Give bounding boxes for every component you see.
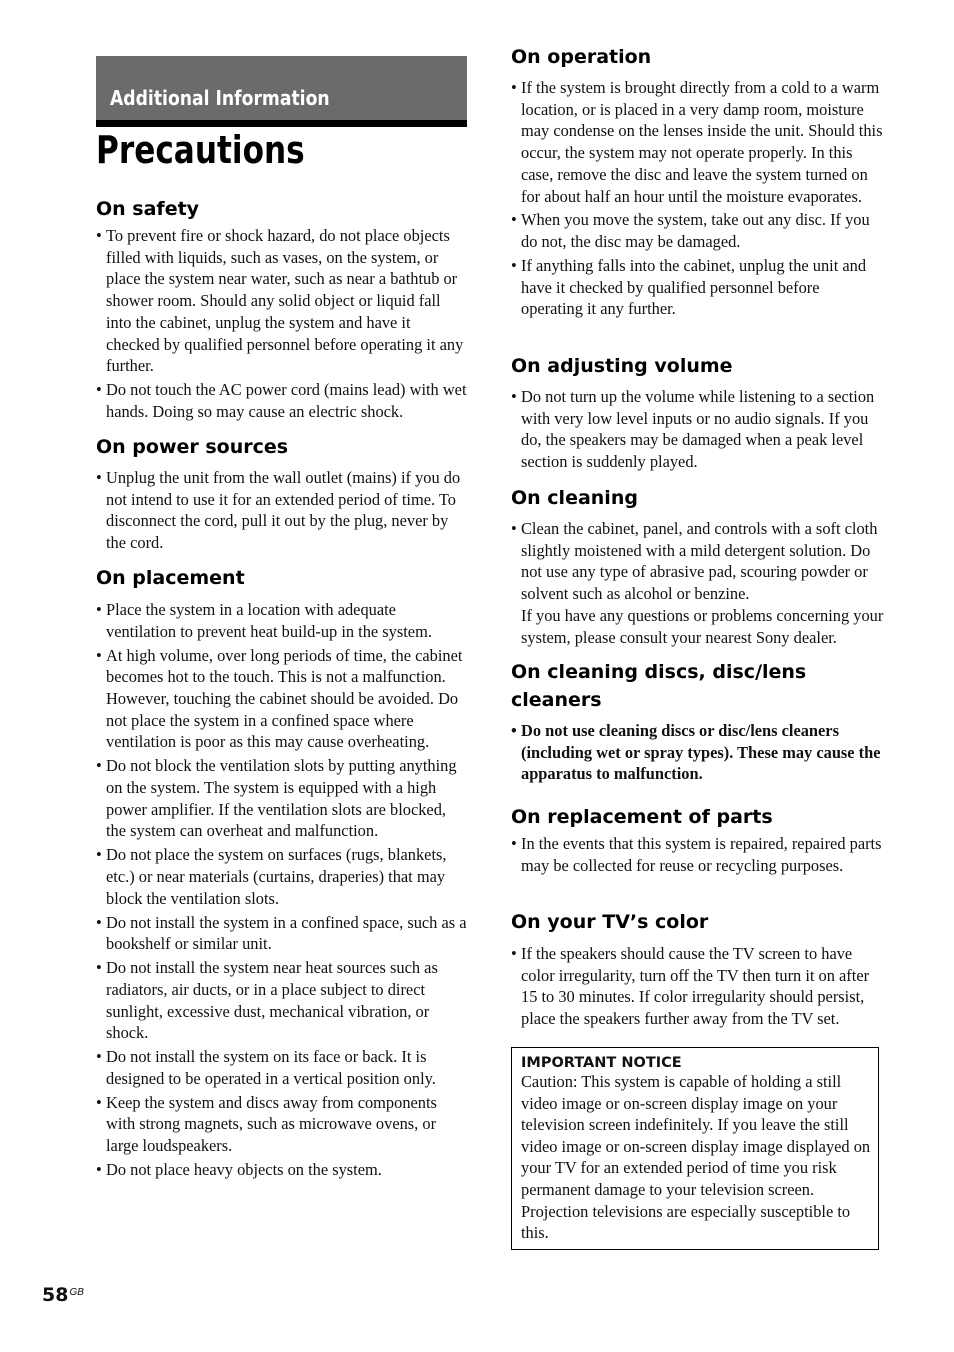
heading-on-adjusting-volume: On adjusting volume: [511, 355, 733, 377]
list-item: • If the system is brought directly from a cold to a warm location, or is placed in a very damp room, moisture may condense on the lenses inside the unit. Should this occur, the system may not operate properly. In this case, remove the disc and leave the system turned on for about half an hour until the moisture evaporates.: [511, 77, 883, 207]
list-item: • To prevent fire or shock hazard, do not place objects filled with liquids, such as vases, on the system, or place the system near water, such as near a bathtub or shower room. Should any solid object or liquid fall into the cabinet, unplug the system and have it checked by qualified personnel before operating it any further.: [96, 225, 468, 377]
list-item: • Do not turn up the volume while listening to a section with very low level inputs or no audio signals. If you do, the speakers may be damaged when a peak level section is suddenly played.: [511, 386, 883, 473]
list-item: • Do not install the system in a confined space, such as a bookshelf or similar unit.: [96, 912, 468, 955]
section-header-tab: [96, 56, 467, 127]
heading-line: On cleaning discs, disc/lens: [511, 661, 807, 683]
list-item: • Do not place the system on surfaces (rugs, blankets, etc.) or near materials (curtains, draperies) that may block the ventilation slots.: [96, 844, 468, 909]
heading-on-power-sources: On power sources: [96, 436, 289, 458]
list-item: • Do not place heavy objects on the system.: [96, 1159, 468, 1181]
notice-title: IMPORTANT NOTICE: [521, 1055, 682, 1071]
list-item: [511, 518, 885, 648]
list-item: • Keep the system and discs away from components with strong magnets, such as microwave ovens, or large loudspeakers.: [96, 1092, 468, 1157]
heading-on-safety: On safety: [96, 198, 200, 220]
heading-on-cleaning-discs: [511, 658, 806, 714]
list-on-cleaning-discs: [511, 720, 883, 787]
list-item: • If anything falls into the cabinet, unplug the unit and have it checked by qualified personnel before operating it any further.: [511, 255, 883, 320]
list-on-placement: [96, 599, 468, 1183]
heading-on-placement: On placement: [96, 567, 245, 589]
page-number-value: 58: [42, 1284, 69, 1306]
list-item: • In the events that this system is repaired, repaired parts may be collected for reuse or recycling purposes.: [511, 833, 883, 876]
heading-line: cleaners: [511, 689, 602, 711]
page-number: [42, 1284, 84, 1306]
list-on-power-sources: [96, 467, 468, 556]
section-label: Additional Information: [110, 86, 330, 110]
page-number-suffix: GB: [69, 1287, 84, 1298]
list-item: • Do not install the system on its face or back. It is designed to be operated in a vertical position only.: [96, 1046, 468, 1089]
list-on-operation: [511, 77, 883, 322]
notice-text: Caution: This system is capable of holding a still video image or on-screen display image on your television screen indefinitely. If you leave the still video image or on-screen display image displayed on your TV for an extended period of time you risk permanent damage to your television screen. Projection televisions are especially susceptible to this.: [521, 1072, 871, 1243]
list-item: • Do not install the system near heat sources such as radiators, air ducts, or in a place subject to direct sunlight, excessive dust, mechanical vibration, or shock.: [96, 957, 468, 1044]
list-on-adjusting-volume: [511, 386, 883, 475]
list-item: • At high volume, over long periods of time, the cabinet becomes hot to the touch. This is not a malfunction. However, touching the cabinet should be avoided. Do not place the system in a confined space where ventilation is poor as this may cause overheating.: [96, 645, 468, 754]
page-title: Precautions: [96, 128, 305, 172]
list-item: • When you move the system, take out any disc. If you do not, the disc may be damaged.: [511, 209, 883, 252]
list-on-your-tv-color: [511, 943, 883, 1032]
list-on-cleaning: [511, 518, 885, 650]
list-item: • Place the system in a location with adequate ventilation to prevent heat build-up in the system.: [96, 599, 468, 642]
heading-on-replacement-of-parts: On replacement of parts: [511, 806, 773, 828]
important-notice-box: [511, 1047, 879, 1250]
heading-on-operation: On operation: [511, 46, 652, 68]
list-item: • If the speakers should cause the TV screen to have color irregularity, turn off the TV then turn it on after 15 to 30 minutes. If color irregularity should persist, place the speakers further away from the TV set.: [511, 943, 883, 1030]
list-item: • Unplug the unit from the wall outlet (mains) if you do not intend to use it for an extended period of time. To disconnect the cord, pull it out by the plug, never by the cord.: [96, 467, 468, 554]
list-on-safety: [96, 225, 468, 425]
heading-on-your-tv-color: On your TV’s color: [511, 911, 709, 933]
list-item: • Do not block the ventilation slots by putting anything on the system. The system is equipped with a high power amplifier. If the ventilation slots are blocked, the system can overheat and malfunction.: [96, 755, 468, 842]
cleaning-item-text: Clean the cabinet, panel, and controls with a soft cloth slightly moistened with a mild detergent solution. Do not use any type of abrasive pad, scouring powder or solvent such as alcohol or benzine.: [521, 519, 878, 604]
list-item: • Do not touch the AC power cord (mains lead) with wet hands. Doing so may cause an electric shock.: [96, 379, 468, 422]
cleaning-note: If you have any questions or problems concerning your system, please consult your nearest Sony dealer.: [521, 605, 884, 647]
heading-on-cleaning: On cleaning: [511, 487, 638, 509]
list-on-replacement-of-parts: [511, 833, 883, 879]
list-item: • Do not use cleaning discs or disc/lens cleaners (including wet or spray types). These may cause the apparatus to malfunction.: [511, 720, 883, 785]
